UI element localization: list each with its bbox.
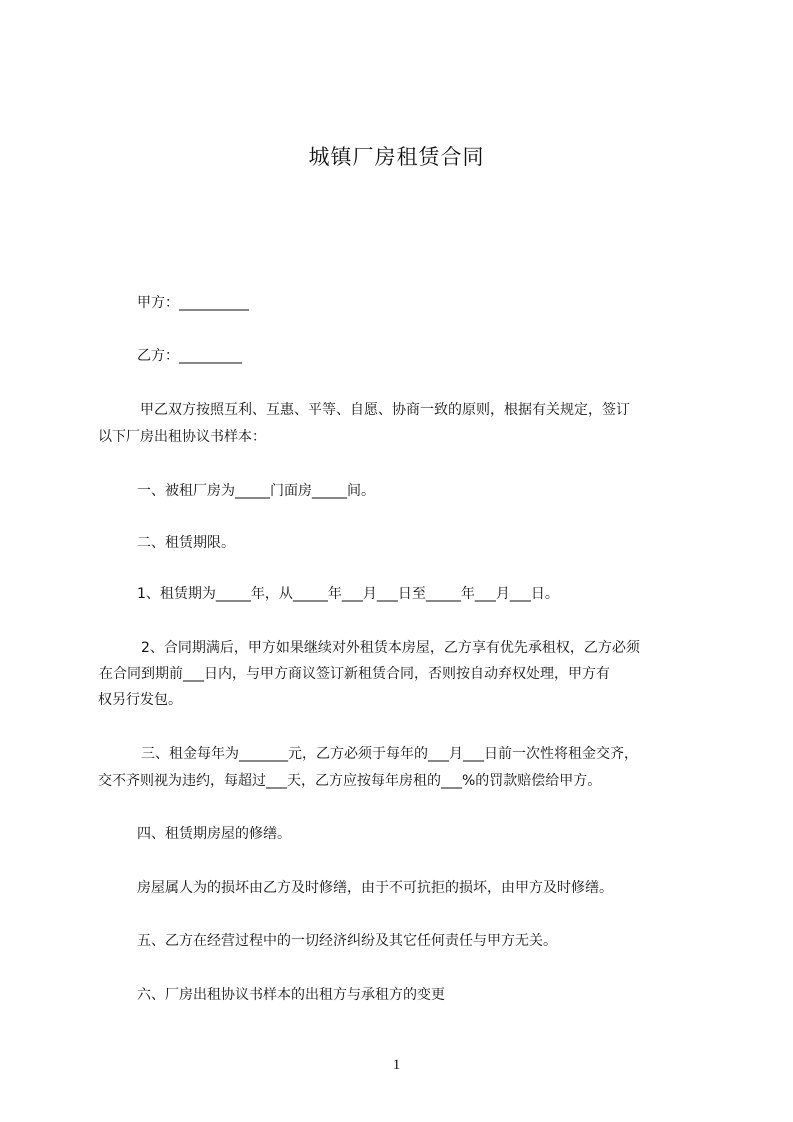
clause-4-heading: 四、租赁期房屋的修缮。 [137,826,291,842]
clause-4-body: 房屋属人为的损坏由乙方及时修缮，由于不可抗拒的损坏，由甲方及时修缮。 [137,880,613,896]
party-b-line: 乙方：_________ [137,348,242,364]
clause-3-line-1: 三、租金每年为_______元，乙方必须于每年的___月___日前一次性将租金交齐， [141,746,638,762]
clause-2-item-2-line-3: 权另行发包。 [98,692,182,708]
party-a-line: 甲方：__________ [137,295,249,311]
clause-2-item-2-line-2: 在合同到期前___日内，与甲方商议签订新租赁合同，否则按自动弃权处理，甲方有 [99,666,610,682]
clause-2-heading: 二、租赁期限。 [137,535,235,551]
clause-5: 五、乙方在经营过程中的一切经济纠纷及其它任何责任与甲方无关。 [137,933,557,949]
preamble-line-2: 以下厂房出租协议书样本： [98,429,266,445]
document-title: 城镇厂房租赁合同 [308,145,485,169]
preamble-line-1: 甲乙双方按照互利、互惠、平等、自愿、协商一致的原则，根据有关规定，签订 [140,402,630,418]
page-number: 1 [392,1057,401,1073]
clause-2-item-1: 1、租赁期为_____年，从_____年___月___日至_____年___月___日。 [137,586,559,602]
clause-6-heading: 六、厂房出租协议书样本的出租方与承租方的变更 [137,987,445,1003]
clause-3-line-2: 交不齐则视为违约，每超过___天，乙方应按每年房租的___%的罚款赔偿给甲方。 [98,773,602,789]
clause-1: 一、被租厂房为_____门面房_____间。 [137,483,375,499]
clause-2-item-2-line-1: 2、合同期满后，甲方如果继续对外租赁本房屋，乙方享有优先承租权，乙方必须 [141,640,640,656]
